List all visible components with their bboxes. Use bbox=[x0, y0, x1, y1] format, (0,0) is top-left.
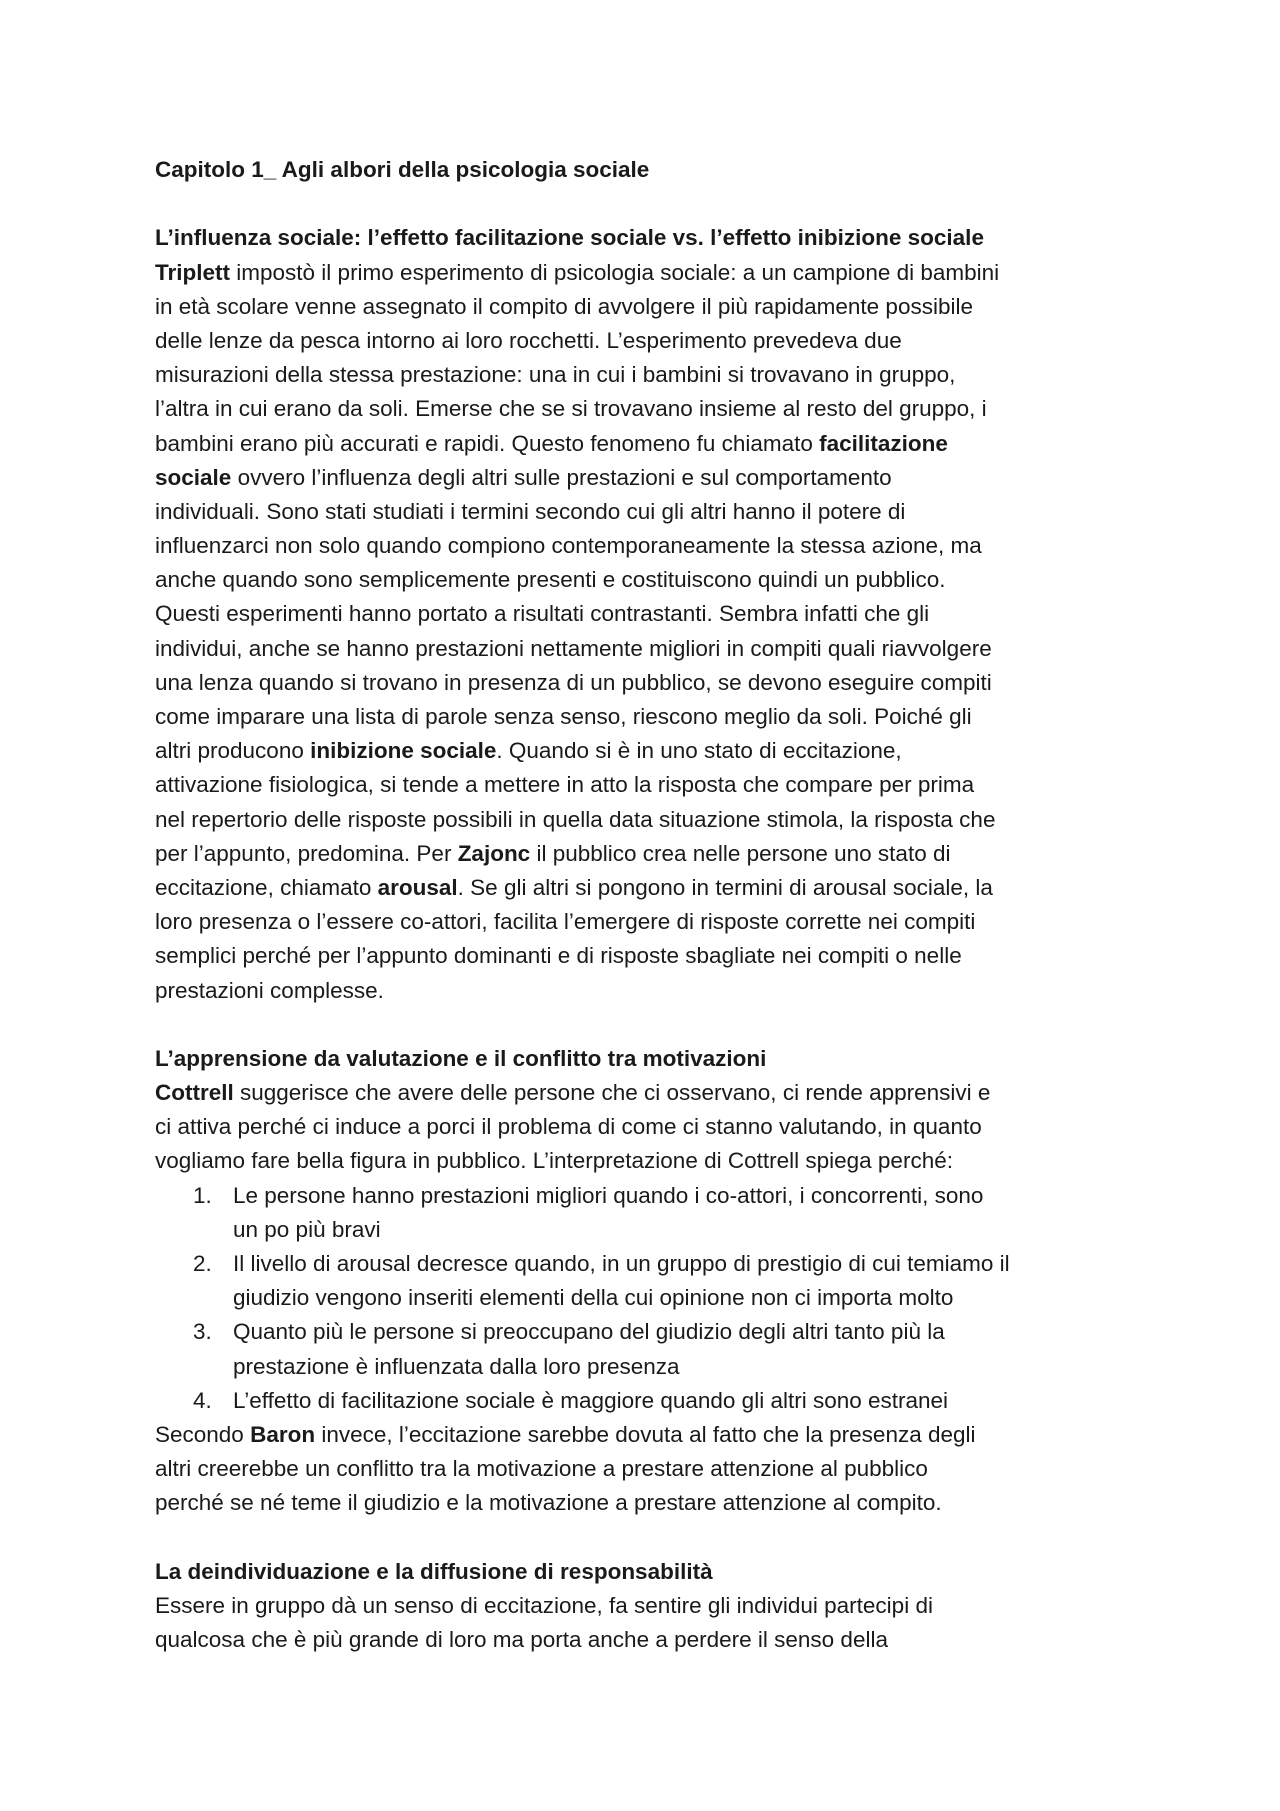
text-line: come imparare una lista di parole senza senso, riescono meglio da soli. Poiché gli bbox=[155, 704, 972, 729]
spacer bbox=[155, 1521, 1140, 1555]
chapter-title: Capitolo 1_ Agli albori della psicologia sociale bbox=[155, 157, 650, 182]
section-heading: La deindividuazione e la diffusione di responsabilità bbox=[155, 1558, 713, 1584]
text-line: loro presenza o l’essere co-attori, facilita l’emergere di risposte corrette nei compiti bbox=[155, 909, 976, 935]
text-line: altri creerebbe un conflitto tra la motivazione a prestare attenzione al pubblico bbox=[155, 1456, 928, 1482]
text-line: ci attiva perché ci induce a porci il problema di come ci stanno valutando, in quanto bbox=[155, 1114, 982, 1140]
text-line: per l’appunto, predomina. Per Zajonc il pubblico crea nelle persone uno stato di bbox=[155, 840, 951, 866]
text-line: Questi esperimenti hanno portato a risultati contrastanti. Sembra infatti che gli bbox=[155, 601, 930, 627]
list-item bbox=[155, 1247, 1140, 1315]
document-page bbox=[155, 153, 1140, 1657]
text-line: individui, anche se hanno prestazioni nettamente migliori in compiti quali riavvolgere bbox=[155, 635, 992, 661]
text-line: l’altra in cui erano da soli. Emerse che se si trovavano insieme al resto del gruppo, i bbox=[155, 396, 987, 422]
list-number: 3. bbox=[193, 1319, 212, 1345]
text-line: giudizio vengono inseriti elementi della cui opinione non ci importa molto bbox=[233, 1285, 954, 1311]
text-line: semplici perché per l’appunto dominanti e di risposte sbagliate nei compiti o nelle bbox=[155, 943, 962, 969]
text-line: perché se né teme il giudizio e la motivazione a prestare attenzione al compito. bbox=[155, 1490, 942, 1516]
text-line: L’effetto di facilitazione sociale è maggiore quando gli altri sono estranei bbox=[233, 1387, 949, 1413]
text-line: in età scolare venne assegnato il compito di avvolgere il più rapidamente possibile bbox=[155, 293, 973, 319]
text-line: bambini erano più accurati e rapidi. Questo fenomeno fu chiamato facilitazione bbox=[155, 430, 948, 456]
text-line: individuali. Sono stati studiati i termini secondo cui gli altri hanno il potere di bbox=[155, 498, 906, 524]
text-line: Quanto più le persone si preoccupano del giudizio degli altri tanto più la bbox=[233, 1319, 945, 1345]
text-line: Triplett impostò il primo esperimento di psicologia sociale: a un campione di bambini bbox=[155, 259, 1000, 285]
list-number: 1. bbox=[193, 1182, 212, 1208]
section-heading: L’influenza sociale: l’effetto facilitazione sociale vs. l’effetto inibizione sociale bbox=[155, 225, 984, 251]
text-line: Secondo Baron invece, l’eccitazione sarebbe dovuta al fatto che la presenza degli bbox=[155, 1421, 976, 1447]
text-line: influenzarci non solo quando compiono contemporaneamente la stessa azione, ma bbox=[155, 533, 982, 559]
text-line: anche quando sono semplicemente presenti e costituiscono quindi un pubblico. bbox=[155, 567, 946, 593]
list-item bbox=[155, 1179, 1140, 1247]
text-line: Il livello di arousal decresce quando, in un gruppo di prestigio di cui temiamo il bbox=[233, 1251, 1010, 1276]
list-item bbox=[155, 1315, 1140, 1383]
paragraph bbox=[155, 1076, 1140, 1179]
text-line: una lenza quando si trovano in presenza di un pubblico, se devono eseguire compiti bbox=[155, 669, 992, 695]
paragraph bbox=[155, 256, 1140, 1008]
text-line: attivazione fisiologica, si tende a mettere in atto la risposta che compare per prima bbox=[155, 772, 975, 798]
text-line: Essere in gruppo dà un senso di eccitazione, fa sentire gli individui partecipi di bbox=[155, 1592, 933, 1618]
text-line: prestazioni complesse. bbox=[155, 977, 384, 1003]
section-heading: L’apprensione da valutazione e il conflitto tra motivazioni bbox=[155, 1045, 767, 1071]
text-line: delle lenze da pesca intorno ai loro rocchetti. L’esperimento prevedeva due bbox=[155, 327, 902, 353]
text-line: misurazioni della stessa prestazione: una in cui i bambini si trovavano in gruppo, bbox=[155, 362, 956, 388]
text-line: sociale ovvero l’influenza degli altri sulle prestazioni e sul comportamento bbox=[155, 464, 892, 490]
list-number: 2. bbox=[193, 1251, 212, 1276]
text-line: Le persone hanno prestazioni migliori quando i co-attori, i concorrenti, sono bbox=[233, 1182, 984, 1208]
paragraph bbox=[155, 1589, 1140, 1657]
text-line: altri producono inibizione sociale. Quando si è in uno stato di eccitazione, bbox=[155, 738, 902, 764]
text-line: vogliamo fare bella figura in pubblico. L’interpretazione di Cottrell spiega perché: bbox=[155, 1148, 953, 1174]
text-line: qualcosa che è più grande di loro ma porta anche a perdere il senso della bbox=[155, 1627, 888, 1653]
spacer bbox=[155, 187, 1140, 221]
list-number: 4. bbox=[193, 1387, 212, 1413]
paragraph bbox=[155, 1418, 1140, 1521]
text-line: un po più bravi bbox=[233, 1216, 381, 1242]
text-line: Cottrell suggerisce che avere delle persone che ci osservano, ci rende apprensivi e bbox=[155, 1080, 991, 1106]
text-line: eccitazione, chiamato arousal. Se gli altri si pongono in termini di arousal sociale, la bbox=[155, 874, 993, 900]
list-item bbox=[155, 1384, 1140, 1418]
numbered-list bbox=[155, 1179, 1140, 1418]
text-line: prestazione è influenzata dalla loro presenza bbox=[233, 1353, 680, 1379]
text-line: nel repertorio delle risposte possibili in quella data situazione stimola, la risposta che bbox=[155, 806, 996, 832]
spacer bbox=[155, 1008, 1140, 1042]
